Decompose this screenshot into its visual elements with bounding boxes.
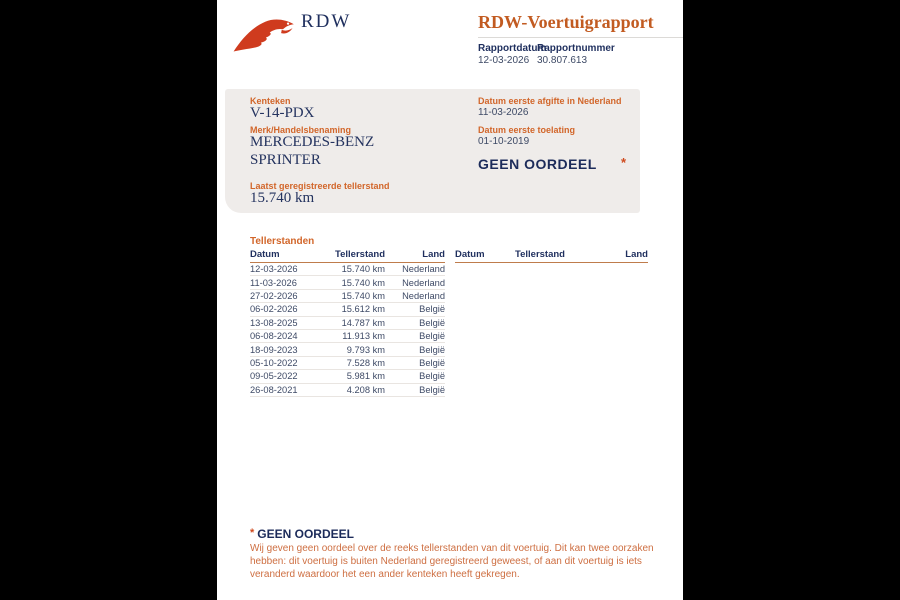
- footnote-title-text: GEEN OORDEEL: [257, 527, 354, 541]
- report-page: [217, 0, 683, 600]
- table-row: [250, 330, 445, 343]
- rdw-wordmark: RDW: [301, 11, 352, 32]
- report-date-label: Rapportdatum: [478, 43, 547, 54]
- merk-label: Merk/Handelsbenaming: [250, 125, 352, 135]
- cell-datum: 13-08-2025: [250, 317, 298, 328]
- cell-tellerstand: 15.612 km: [341, 304, 385, 315]
- oordeel-status: GEEN OORDEEL: [478, 156, 597, 172]
- cell-datum: 06-08-2024: [250, 331, 298, 342]
- afgifte-value: 11-03-2026: [478, 107, 529, 118]
- toelating-value: 01-10-2019: [478, 136, 530, 147]
- title-divider: [478, 37, 683, 38]
- cell-land: België: [419, 357, 445, 368]
- merk-value-line2: SPRINTER: [250, 152, 321, 168]
- cell-tellerstand: 11.913 km: [342, 331, 385, 342]
- cell-datum: 27-02-2026: [250, 290, 298, 301]
- cell-land: België: [419, 317, 445, 328]
- table-row: [250, 317, 445, 330]
- cell-tellerstand: 4.208 km: [346, 384, 385, 395]
- cell-tellerstand: 14.787 km: [341, 317, 385, 328]
- rdw-logo-icon: [231, 16, 297, 54]
- cell-land: België: [419, 344, 445, 355]
- kenteken-value: V-14-PDX: [250, 105, 315, 121]
- table-row: [250, 290, 445, 303]
- tellerstanden-rows: [250, 263, 445, 397]
- table-row: [250, 384, 445, 397]
- cell-datum: 12-03-2026: [250, 264, 298, 275]
- laatste-tellerstand-label: Laatst geregistreerde tellerstand: [250, 181, 390, 191]
- column-header-land: Land: [625, 249, 648, 260]
- table-row: [250, 276, 445, 289]
- table-row: [250, 343, 445, 356]
- cell-datum: 11-03-2026: [250, 277, 297, 288]
- cell-tellerstand: 15.740 km: [341, 277, 385, 288]
- table-header-row: [455, 249, 648, 263]
- tellerstanden-table: [250, 249, 445, 397]
- cell-tellerstand: 5.981 km: [346, 371, 385, 382]
- cell-datum: 06-02-2026: [250, 304, 298, 315]
- table-row: [250, 303, 445, 316]
- tellerstanden-section-title: Tellerstanden: [250, 236, 315, 247]
- kenteken-label: Kenteken: [250, 96, 291, 106]
- table-row: [250, 370, 445, 383]
- report-date-value: 12-03-2026: [478, 55, 530, 66]
- afgifte-label: Datum eerste afgifte in Nederland: [478, 96, 622, 106]
- table-row: [250, 263, 445, 276]
- cell-tellerstand: 15.740 km: [341, 290, 385, 301]
- toelating-label: Datum eerste toelating: [478, 125, 576, 135]
- column-header-tellerstand: Tellerstand: [515, 249, 565, 260]
- cell-tellerstand: 9.793 km: [346, 344, 385, 355]
- cell-land: Nederland: [402, 277, 445, 288]
- column-header-datum: Datum: [455, 249, 485, 260]
- table-row: [250, 357, 445, 370]
- footnote-title: [250, 527, 354, 541]
- table-header-row: [250, 249, 445, 263]
- column-header-land: Land: [422, 249, 445, 260]
- report-number-value: 30.807.613: [537, 55, 588, 66]
- cell-datum: 18-09-2023: [250, 344, 298, 355]
- footnote-asterisk: *: [250, 527, 255, 539]
- column-header-tellerstand: Tellerstand: [335, 249, 385, 260]
- cell-land: België: [419, 371, 445, 382]
- laatste-tellerstand-value: 15.740 km: [250, 190, 315, 206]
- cell-land: Nederland: [402, 290, 445, 301]
- cell-land: België: [419, 331, 445, 342]
- cell-datum: 26-08-2021: [250, 384, 298, 395]
- footnote-text: Wij geven geen oordeel over de reeks tellerstanden van dit voertuig. Dit kan twee oorzaken hebben: dit voertuig is buiten Nederland geregistreerd geweest, of aan dit voertuig is iets veranderd waardoor het een ander kenteken heeft gekregen.: [250, 543, 654, 580]
- cell-datum: 05-10-2022: [250, 357, 298, 368]
- report-title: RDW-Voertuigrapport: [478, 12, 654, 32]
- tellerstanden-table-empty: [455, 249, 648, 263]
- column-header-datum: Datum: [250, 249, 280, 260]
- cell-land: België: [419, 304, 445, 315]
- cell-tellerstand: 15.740 km: [341, 264, 385, 275]
- cell-land: België: [419, 384, 445, 395]
- merk-value-line1: MERCEDES-BENZ: [250, 134, 375, 150]
- cell-land: Nederland: [402, 264, 445, 275]
- oordeel-asterisk: *: [621, 155, 627, 170]
- cell-datum: 09-05-2022: [250, 371, 298, 382]
- cell-tellerstand: 7.528 km: [346, 357, 385, 368]
- report-number-label: Rapportnummer: [537, 43, 615, 54]
